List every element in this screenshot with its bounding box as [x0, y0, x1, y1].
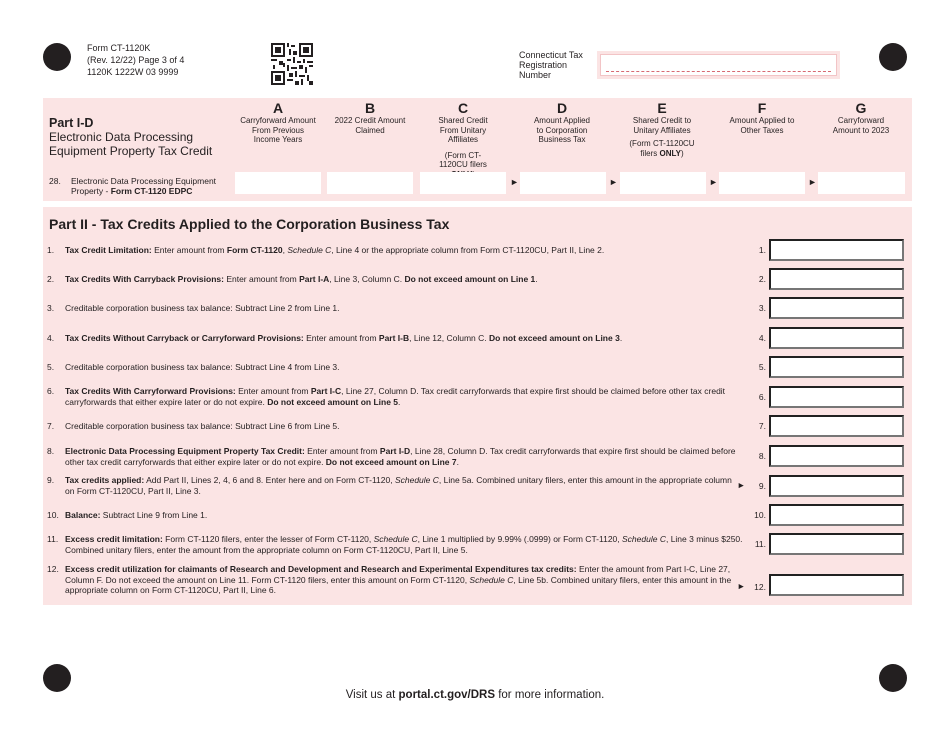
column-desc-a: Carryforward Amount From Previous Income Years [240, 116, 316, 144]
line-2-ref: 2. [758, 274, 766, 284]
column-desc-d: Amount Applied to Corporation Business Tax [533, 116, 591, 144]
column-letter-a: A [272, 100, 284, 116]
column-letter-f: F [757, 100, 767, 116]
column-letter-c: C [457, 100, 469, 116]
line-text: Creditable corporation business tax balance: Subtract Line 2 from Line 1. [65, 303, 340, 313]
line-4-amount-input[interactable] [769, 327, 904, 349]
line-7-ref: 7. [758, 421, 766, 431]
line-9-amount-input[interactable] [769, 475, 904, 497]
line-6-ref: 6. [758, 392, 766, 402]
column-desc-c: Shared Credit From Unitary Affiliates [438, 116, 488, 144]
column-header-b [323, 101, 417, 135]
column-header-a [231, 101, 325, 145]
line-8-ref: 8. [758, 451, 766, 461]
line-28-form-ref: Form CT-1120 EDPC [110, 186, 193, 196]
line-1-ref: 1. [758, 245, 766, 255]
part-2-line-2: 2. Tax Credits With Carryback Provisions: Enter amount from Part I-A, Line 3, Column C. Do not exceed amount on Line 1. [47, 274, 538, 284]
line-8-amount-input[interactable] [769, 445, 904, 467]
line-4-ref: 4. [758, 333, 766, 343]
part-2-line-3 [47, 303, 747, 314]
line-11-ref: 11. [754, 539, 766, 549]
line-5-amount-input[interactable] [769, 356, 904, 378]
line-10-amount-input[interactable] [769, 504, 904, 526]
part-2-line-10: 10. Balance: Subtract Line 9 from Line 1. [47, 510, 208, 520]
line-28-column-g-input[interactable] [818, 172, 905, 194]
line-3-ref: 3. [758, 303, 766, 313]
line-number: 4. [47, 333, 55, 343]
form-id: Form CT-1120K [87, 43, 151, 53]
arrow-icon: ► [808, 177, 817, 187]
part-1d-subtitle-line2: Equipment Property Tax Credit [49, 144, 213, 158]
line-number: 1. [47, 245, 55, 255]
column-letter-d: D [556, 100, 568, 116]
arrow-icon: ► [737, 480, 746, 490]
column-desc-e: Shared Credit to Unitary Affiliates [632, 116, 692, 135]
column-header-c [416, 101, 510, 179]
form-code: 1120K 1222W 03 9999 [87, 67, 179, 77]
line-2-amount-input[interactable] [769, 268, 904, 290]
line-12-amount-input[interactable] [769, 574, 904, 596]
column-desc-b: 2022 Credit Amount Claimed [334, 116, 406, 135]
qr-code-icon [271, 43, 313, 85]
form-revision: (Rev. 12/22) Page 3 of 4 [87, 55, 185, 65]
registration-number-input[interactable] [600, 54, 837, 76]
arrow-icon: ► [609, 177, 618, 187]
line-number: 8. [47, 446, 55, 456]
line-10-ref: 10. [754, 510, 766, 520]
line-number: 12. [47, 564, 59, 574]
footer-text: Visit us at [345, 689, 399, 701]
line-number: 9. [47, 475, 55, 485]
line-12-ref: 12. [754, 582, 766, 592]
line-number: 10. [47, 510, 59, 520]
column-letter-g: G [855, 100, 867, 116]
line-number: 3. [47, 303, 55, 313]
line-number: 11. [47, 534, 59, 544]
line-number: 7. [47, 421, 55, 431]
part-2-line-7 [47, 421, 747, 432]
registration-number-dashes [606, 71, 831, 72]
column-note-c: (Form CT-1120CU filers [439, 150, 487, 169]
line-28-column-c-input[interactable] [420, 172, 506, 194]
part-2-line-1: 1. Tax Credit Limitation: Enter amount from Form CT-1120, Schedule C, Line 4 or the appropriate column from Form CT-1120CU, Part II, Line 2. [47, 245, 605, 255]
column-letter-e: E [657, 100, 667, 116]
part-1d-subtitle-line1: Electronic Data Processing [49, 130, 194, 144]
line-text: Creditable corporation business tax balance: Subtract Line 6 from Line 5. [65, 421, 340, 431]
part-2-line-12: 12. Excess credit utilization for claimants of Research and Development and Research and Experimental Expenditures tax credits: Enter the amount from Part I-C, Line 27, Column F. Do not exceed the amount on Line 11. Form CT-1120 filers, enter this amount on Form CT-1120, Schedule C, Line 5b. Combined unitary filers, enter this amount in the appropriate column on Form CT-1120CU, Part II, Line 6. [47, 564, 732, 595]
line-number: 6. [47, 386, 55, 396]
line-28-text: Electronic Data Processing Equipment Property - [71, 176, 217, 196]
line-28-column-d-input[interactable] [520, 172, 606, 194]
part-1d-title-block [49, 116, 212, 158]
part-2-line-8: 8. Electronic Data Processing Equipment Property Tax Credit: Enter amount from Part I-D, Line 28, Column D. Tax credit carryforwards that expire first should be claimed before other tax credit carryforwards that either expire later or do not expire. Do not exceed amount on Line 7. [47, 446, 736, 467]
part-2-line-11: 11. Excess credit limitation: Form CT-1120 filers, enter the lesser of Form CT-1120, Schedule C, Line 1 multiplied by 9.99% (.0999) or Form CT-1120, Schedule C, Line 3 minus $250. Combined unitary filers, enter the amount from the appropriate column on Form CT-1120CU, Part II, Line 5. [47, 534, 743, 555]
registration-mark-top-left [43, 43, 71, 71]
column-header-g [814, 101, 908, 135]
line-28-column-b-input[interactable] [327, 172, 413, 194]
arrow-icon: ► [510, 177, 519, 187]
line-1-amount-input[interactable] [769, 239, 904, 261]
part-2-line-5 [47, 362, 747, 373]
line-9-ref: 9. [758, 481, 766, 491]
footer-text-end: for more information. [495, 689, 605, 701]
line-text: Creditable corporation business tax balance: Subtract Line 4 from Line 3. [65, 362, 340, 372]
line-28-label [49, 176, 239, 196]
arrow-icon: ► [737, 581, 746, 591]
part-2-title: Part II - Tax Credits Applied to the Corporation Business Tax [49, 216, 450, 232]
line-7-amount-input[interactable] [769, 415, 904, 437]
line-28-number: 28. [49, 176, 61, 186]
line-5-ref: 5. [758, 362, 766, 372]
part-2-line-4: 4. Tax Credits Without Carryback or Carryforward Provisions: Enter amount from Part I-B, Line 12, Column C. Do not exceed amount on Line 3. [47, 333, 623, 343]
column-header-d [515, 101, 609, 145]
registration-mark-top-right [879, 43, 907, 71]
line-11-amount-input[interactable] [769, 533, 904, 555]
line-number: 5. [47, 362, 55, 372]
line-6-amount-input[interactable] [769, 386, 904, 408]
column-header-e [615, 101, 709, 158]
line-3-amount-input[interactable] [769, 297, 904, 319]
registration-number-label: Connecticut Tax Registration Number [519, 50, 583, 80]
column-desc-g: Carryforward Amount to 2023 [832, 116, 890, 135]
part-1d-title: Part I-D [49, 116, 94, 130]
arrow-icon: ► [709, 177, 718, 187]
footer-link[interactable]: portal.ct.gov/DRS [398, 689, 496, 701]
line-28-column-f-input[interactable] [719, 172, 805, 194]
line-number: 2. [47, 274, 55, 284]
part-2-panel [43, 207, 912, 605]
line-28-column-a-input[interactable] [235, 172, 321, 194]
column-letter-b: B [364, 100, 376, 116]
part-1d-panel [43, 98, 912, 201]
column-desc-f: Amount Applied to Other Taxes [729, 116, 795, 135]
column-header-f [715, 101, 809, 135]
column-note-e: (Form CT-1120CU filers ONLY) [629, 139, 695, 158]
footer [0, 688, 950, 702]
registration-number-box [597, 51, 840, 79]
form-header [87, 42, 184, 78]
part-2-line-9: 9. Tax credits applied: Add Part II, Lines 2, 4, 6 and 8. Enter here and on Form CT-1120, Schedule C, Line 5a. Combined unitary filers, enter this amount in the appropriate column on Form CT-1120CU, Part II, Line 3. [47, 475, 732, 496]
line-28-column-e-input[interactable] [620, 172, 706, 194]
part-2-line-6: 6. Tax Credits With Carryforward Provisions: Enter amount from Part I-C, Line 27, Column D. Tax credit carryforwards that expire first should be claimed before other tax credit carryforwards that either expire later or do not expire. Do not exceed amount on Line 5. [47, 386, 726, 407]
